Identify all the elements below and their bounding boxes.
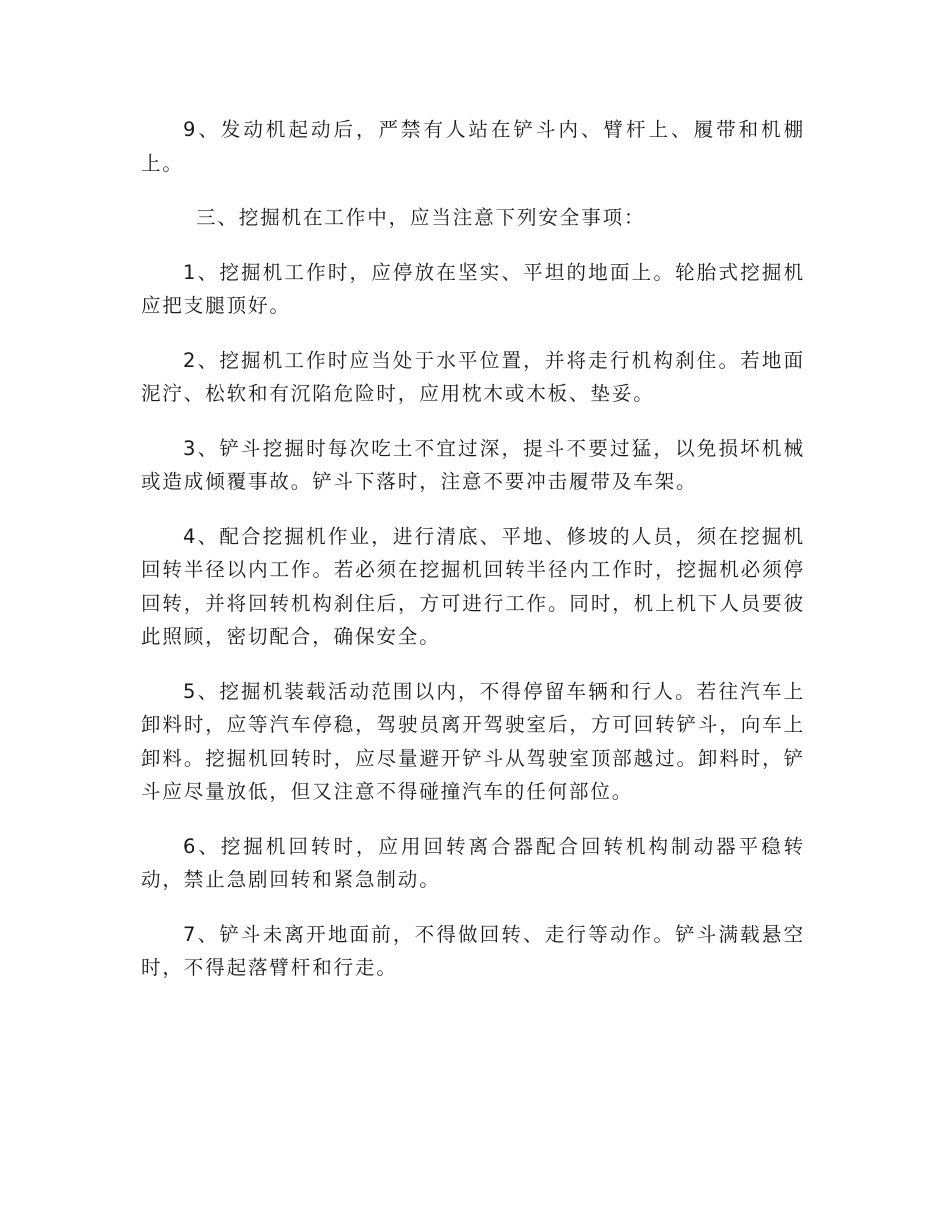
paragraph-item-7: 7、铲斗未离开地面前，不得做回转、走行等动作。铲斗满载悬空时，不得起落臂杆和行走。 <box>141 922 805 979</box>
paragraph-item-6: 6、挖掘机回转时，应用回转离合器配合回转机构制动器平稳转动，禁止急剧回转和紧急制动。 <box>141 834 805 891</box>
paragraph-item-5: 5、挖掘机装载活动范围以内，不得停留车辆和行人。若往汽车上卸料时，应等汽车停稳，驾驶员离开驾驶室后，方可回转铲斗，向车上卸料。挖掘机回转时，应尽量避开铲斗从驾驶室顶部越过。卸料时，铲斗应尽量放低，但又注意不得碰撞汽车的任何部位。 <box>141 679 805 803</box>
document-page <box>141 113 805 985</box>
paragraph-item-3: 3、铲斗挖掘时每次吃土不宜过深，提斗不要过猛，以免损坏机械或造成倾覆事故。铲斗下落时，注意不要冲击履带及车架。 <box>141 436 805 493</box>
paragraph-item-2: 2、挖掘机工作时应当处于水平位置，并将走行机构刹住。若地面泥泞、松软和有沉陷危险时，应用枕木或木板、垫妥。 <box>141 348 805 405</box>
paragraph-item-1: 1、挖掘机工作时，应停放在坚实、平坦的地面上。轮胎式挖掘机应把支腿顶好。 <box>141 260 805 317</box>
paragraph-item-4: 4、配合挖掘机作业，进行清底、平地、修坡的人员，须在挖掘机回转半径以内工作。若必须在挖掘机回转半径内工作时，挖掘机必须停回转，并将回转机构刹住后，方可进行工作。同时，机上机下人员要彼此照顾，密切配合，确保安全。 <box>141 524 805 648</box>
paragraph-item-9: 9、发动机起动后，严禁有人站在铲斗内、臂杆上、履带和机棚上。 <box>141 118 805 175</box>
section-heading-3: 三、挖掘机在工作中，应当注意下列安全事项： <box>196 206 646 229</box>
